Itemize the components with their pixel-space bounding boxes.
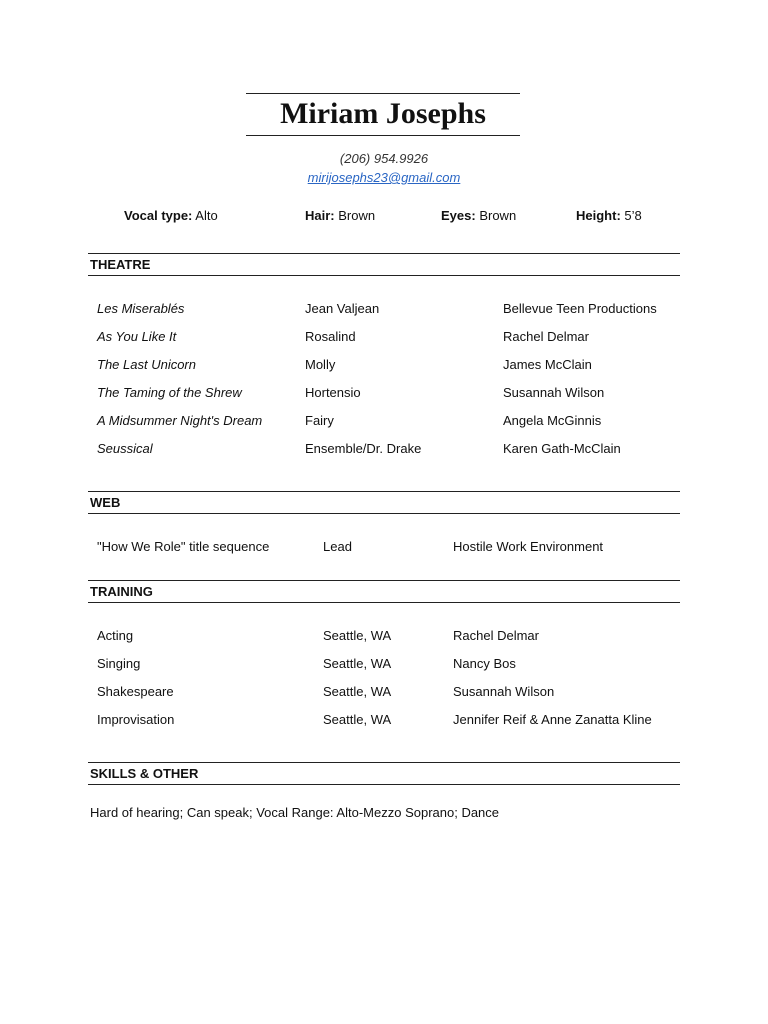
credit-role: Lead: [323, 539, 352, 554]
section-rule: [88, 784, 680, 785]
attr-value: Brown: [479, 208, 517, 223]
section-heading-training: TRAINING: [90, 584, 153, 599]
attr-eyes: [441, 207, 516, 225]
training-teacher: Rachel Delmar: [453, 628, 539, 643]
credit-company: Rachel Delmar: [503, 329, 589, 344]
section-rule: [88, 513, 680, 514]
training-location: Seattle, WA: [323, 628, 392, 643]
email-row: [0, 170, 768, 185]
training-subject: Shakespeare: [97, 684, 174, 699]
credit-title: As You Like It: [97, 329, 177, 344]
section-heading-skills: SKILLS & OTHER: [90, 766, 199, 781]
attr-value: Brown: [338, 208, 376, 223]
resume-name: Miriam Josephs: [280, 97, 486, 130]
attr-height: [576, 207, 642, 225]
attr-label: Vocal type:: [124, 208, 193, 223]
section-heading-theatre: THEATRE: [90, 257, 151, 272]
section-rule: [88, 580, 680, 581]
training-teacher: Jennifer Reif & Anne Zanatta Kline: [453, 712, 652, 727]
training-subject: Improvisation: [97, 712, 175, 727]
credit-role: Rosalind: [305, 329, 356, 344]
section-rule: [88, 602, 680, 603]
skills-text: Hard of hearing; Can speak; Vocal Range: Alto-Mezzo Soprano; Dance: [90, 805, 500, 820]
credit-company: Karen Gath-McClain: [503, 441, 621, 456]
training-teacher: Nancy Bos: [453, 656, 516, 671]
phone-number: (206) 954.9926: [339, 151, 429, 166]
training-subject: Acting: [97, 628, 134, 643]
credit-role: Jean Valjean: [305, 301, 380, 316]
credit-role: Ensemble/Dr. Drake: [305, 441, 422, 456]
name-bottom-rule: [246, 135, 520, 136]
section-heading-web: WEB: [90, 495, 121, 510]
section-rule: [88, 253, 680, 254]
credit-role: Fairy: [305, 413, 334, 428]
training-location: Seattle, WA: [323, 656, 392, 671]
section-rule: [88, 491, 680, 492]
credit-company: Angela McGinnis: [503, 413, 602, 428]
training-location: Seattle, WA: [323, 712, 392, 727]
attr-vocal-type: [124, 207, 218, 225]
training-teacher: Susannah Wilson: [453, 684, 555, 699]
credit-company: Bellevue Teen Productions: [503, 301, 657, 316]
credit-role: Molly: [305, 357, 336, 372]
attr-value: Alto: [195, 208, 218, 223]
name-top-rule: [246, 93, 520, 94]
training-subject: Singing: [97, 656, 141, 671]
credit-role: Hortensio: [305, 385, 361, 400]
attr-label: Height:: [576, 208, 621, 223]
section-rule: [88, 275, 680, 276]
credit-title: "How We Role" title sequence: [97, 539, 270, 554]
attr-value: 5’8: [624, 208, 642, 223]
credit-title: Seussical: [97, 441, 153, 456]
credit-company: Susannah Wilson: [503, 385, 605, 400]
credit-company: James McClain: [503, 357, 592, 372]
section-rule: [88, 762, 680, 763]
credit-title: Les Miserablés: [97, 301, 185, 316]
credit-title: The Last Unicorn: [97, 357, 196, 372]
training-location: Seattle, WA: [323, 684, 392, 699]
attr-label: Eyes:: [441, 208, 476, 223]
attr-label: Hair:: [305, 208, 335, 223]
attr-hair: [305, 207, 375, 225]
credit-title: A Midsummer Night's Dream: [97, 413, 263, 428]
email-link[interactable]: mirijosephs23@gmail.com: [307, 170, 461, 185]
credit-company: Hostile Work Environment: [453, 539, 604, 554]
credit-title: The Taming of the Shrew: [97, 385, 242, 400]
